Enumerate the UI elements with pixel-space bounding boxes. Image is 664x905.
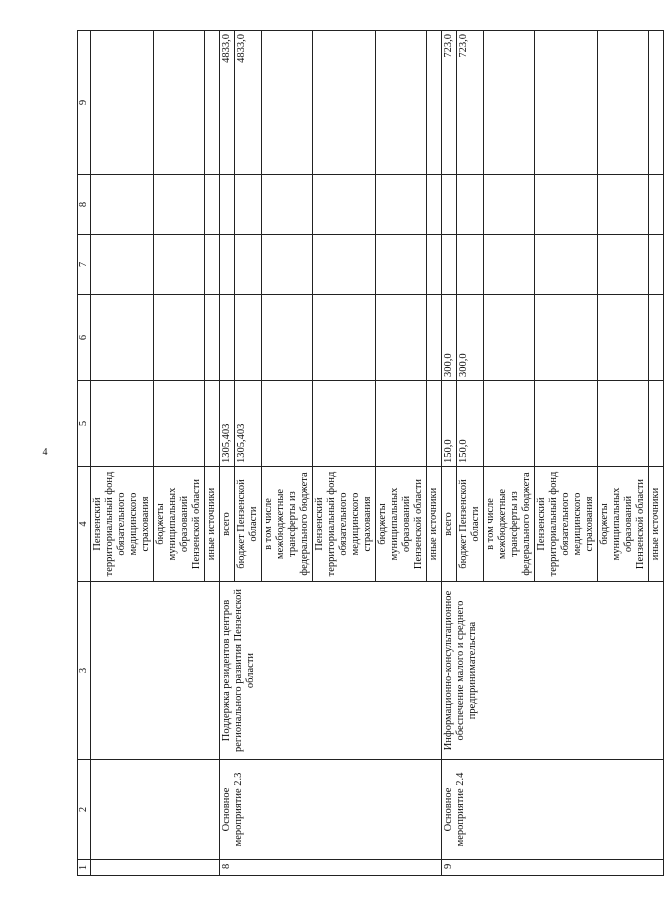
value-cell: 1305,403 (220, 381, 235, 467)
value-cell (484, 381, 535, 467)
activity-type-cell: Основное мероприятие 2.4 (442, 760, 664, 860)
value-cell (484, 295, 535, 381)
value-cell (313, 175, 376, 235)
header-cell: 6 (78, 295, 91, 381)
value-cell (154, 295, 205, 381)
source-cell: всего (442, 467, 457, 582)
source-cell: иные источники (649, 467, 664, 582)
source-cell: бюджеты муниципальных образований Пензенской области (598, 467, 649, 582)
source-cell: в том числе межбюджетные трансферты из федерального бюджета (484, 467, 535, 582)
funding-table (77, 30, 664, 876)
value-cell: 723,0 (457, 31, 484, 175)
row-number-cell: 9 (442, 860, 664, 876)
value-cell (262, 31, 313, 175)
value-cell (376, 381, 427, 467)
table-row (220, 31, 235, 876)
value-cell (535, 31, 598, 175)
source-cell: бюджеты муниципальных образований Пензенской области (376, 467, 427, 582)
value-cell (262, 235, 313, 295)
source-cell: иные источники (205, 467, 220, 582)
value-cell (220, 175, 235, 235)
value-cell (649, 175, 664, 235)
value-cell (262, 295, 313, 381)
value-cell: 4833,0 (220, 31, 235, 175)
value-cell: 4833,0 (235, 31, 262, 175)
value-cell (535, 295, 598, 381)
value-cell (427, 381, 442, 467)
value-cell (154, 235, 205, 295)
activity-name-cell: Информационно-консультационное обеспечение малого и среднего предпринимательства (442, 582, 664, 760)
value-cell (91, 295, 154, 381)
value-cell (220, 295, 235, 381)
value-cell (205, 295, 220, 381)
value-cell (376, 175, 427, 235)
header-cell: 7 (78, 235, 91, 295)
value-cell (235, 295, 262, 381)
value-cell (427, 295, 442, 381)
value-cell (235, 175, 262, 235)
source-cell: иные источники (427, 467, 442, 582)
source-cell: бюджет Пензенской области (235, 467, 262, 582)
value-cell (649, 31, 664, 175)
header-cell: 3 (78, 582, 91, 760)
activity-name-cell: Поддержка резидентов центров регионального развития Пензенской области (220, 582, 442, 760)
source-cell: Пензенский территориальный фонд обязательного медицинского страхования (313, 467, 376, 582)
value-cell (484, 31, 535, 175)
table-row (91, 31, 154, 876)
value-cell (220, 235, 235, 295)
value-cell: 150,0 (442, 381, 457, 467)
header-cell: 2 (78, 760, 91, 860)
value-cell (313, 235, 376, 295)
value-cell (91, 381, 154, 467)
value-cell (376, 31, 427, 175)
value-cell (376, 235, 427, 295)
value-cell: 723,0 (442, 31, 457, 175)
value-cell (427, 175, 442, 235)
activity-type-cell: Основное мероприятие 2.3 (220, 760, 442, 860)
source-cell: Пензенский территориальный фонд обязательного медицинского страхования (91, 467, 154, 582)
source-cell: Пензенский территориальный фонд обязательного медицинского страхования (535, 467, 598, 582)
page-number: 4 (42, 447, 48, 458)
value-cell (598, 235, 649, 295)
value-cell (91, 175, 154, 235)
source-cell: бюджет Пензенской области (457, 467, 484, 582)
value-cell (235, 235, 262, 295)
row-number-cell (91, 860, 220, 876)
activity-name-cell (91, 582, 220, 760)
value-cell (535, 381, 598, 467)
value-cell (484, 175, 535, 235)
value-cell (442, 235, 457, 295)
header-cell: 9 (78, 31, 91, 175)
header-cell: 1 (78, 860, 91, 876)
value-cell (649, 381, 664, 467)
header-row (78, 31, 91, 876)
value-cell (427, 31, 442, 175)
value-cell: 300,0 (442, 295, 457, 381)
value-cell (205, 175, 220, 235)
value-cell (154, 381, 205, 467)
source-cell: бюджеты муниципальных образований Пензенской области (154, 467, 205, 582)
row-number-cell: 8 (220, 860, 442, 876)
value-cell (262, 381, 313, 467)
value-cell (598, 381, 649, 467)
value-cell (457, 235, 484, 295)
value-cell (442, 175, 457, 235)
value-cell (535, 235, 598, 295)
value-cell (313, 31, 376, 175)
value-cell (376, 295, 427, 381)
value-cell (457, 175, 484, 235)
source-cell: всего (220, 467, 235, 582)
value-cell (598, 295, 649, 381)
rotated-table-wrapper (77, 31, 661, 876)
header-cell: 5 (78, 381, 91, 467)
value-cell (313, 381, 376, 467)
value-cell (598, 31, 649, 175)
value-cell (535, 175, 598, 235)
value-cell (205, 381, 220, 467)
value-cell: 150,0 (457, 381, 484, 467)
value-cell (91, 235, 154, 295)
value-cell (484, 235, 535, 295)
source-cell: в том числе межбюджетные трансферты из федерального бюджета (262, 467, 313, 582)
value-cell (205, 235, 220, 295)
value-cell (205, 31, 220, 175)
value-cell: 1305,403 (235, 381, 262, 467)
value-cell (154, 31, 205, 175)
value-cell (154, 175, 205, 235)
value-cell (427, 235, 442, 295)
header-cell: 8 (78, 175, 91, 235)
value-cell (649, 235, 664, 295)
value-cell (262, 175, 313, 235)
value-cell (313, 295, 376, 381)
header-cell: 4 (78, 467, 91, 582)
activity-type-cell (91, 760, 220, 860)
value-cell (91, 31, 154, 175)
table-row (442, 31, 457, 876)
value-cell: 300,0 (457, 295, 484, 381)
value-cell (598, 175, 649, 235)
value-cell (649, 295, 664, 381)
